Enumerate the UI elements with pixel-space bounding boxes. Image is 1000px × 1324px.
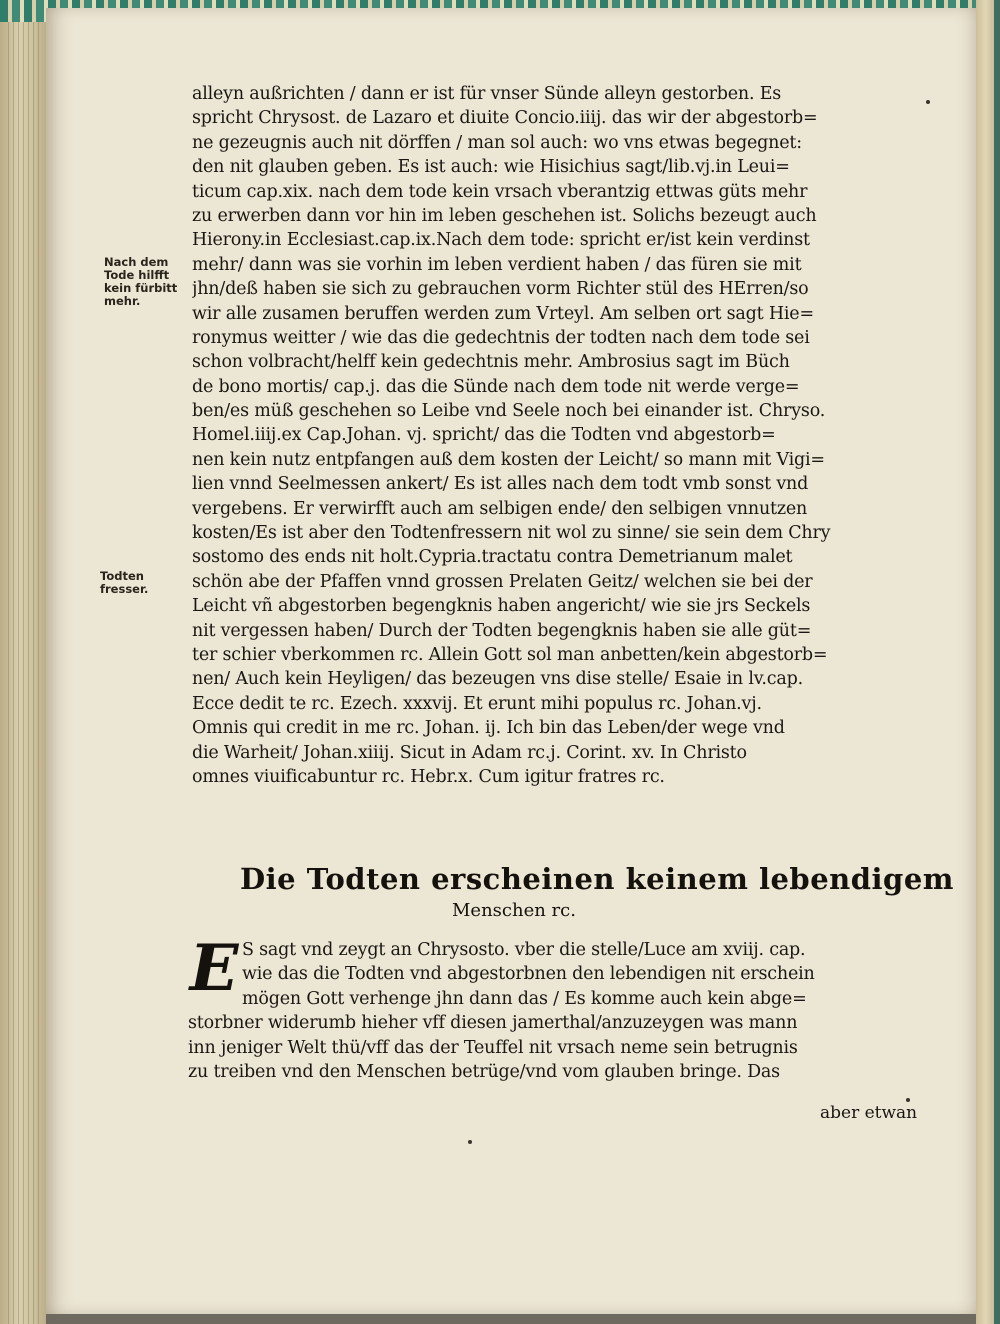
text-line: Hierony.in Ecclesiast.cap.ix.Nach dem tode: spricht er/ist kein verdinst xyxy=(192,230,810,251)
marginal-note-line: Tode hilfft xyxy=(104,268,170,282)
text-line: ronymus weitter / wie das die gedechtnis der todten nach dem tode sei xyxy=(192,327,810,348)
text-line: jhn/deß haben sie sich zu gebrauchen vorm Richter stül des HErren/so xyxy=(192,279,809,300)
text-line: alleyn außrichten / dann er ist für vnser Sünde alleyn gestorben. Es xyxy=(192,84,782,104)
text-line: Omnis qui credit in me rc. Johan. ij. Ich bin das Leben/der wege vnd xyxy=(192,718,785,739)
text-line: nen kein nutz entpfangen auß dem kosten der Leicht/ so mann mit Vigi= xyxy=(192,449,825,470)
marginal-note-line: Nach dem xyxy=(104,255,169,269)
text-line: ticum cap.xix. nach dem tode kein vrsach vberantzig ettwas güts mehr xyxy=(192,181,808,202)
text-line: mehr/ dann was sie vorhin im leben verdient haben / das füren sie mit xyxy=(192,254,802,275)
text-line: vergebens. Er verwirfft auch am selbigen ende/ den selbigen vnnutzen xyxy=(192,498,808,519)
section-subheading: Menschen rc. xyxy=(452,900,576,921)
text-line: schon volbracht/helff kein gedechtnis mehr. Ambrosius sagt im Büch xyxy=(192,352,790,373)
catchword: aber etwan xyxy=(820,1103,918,1123)
drop-cap-initial: E xyxy=(189,931,239,1006)
text-line: wir alle zusamen beruffen werden zum Vrteyl. Am selben ort sagt Hie= xyxy=(192,303,814,324)
text-line: wie das die Todten vnd abgestorbnen den lebendigen nit erschein xyxy=(242,964,815,985)
marginal-note-line: kein fürbitt xyxy=(104,281,178,295)
marginal-note-line: fresser. xyxy=(100,582,149,596)
ink-speck xyxy=(926,100,930,104)
text-line: ben/es müß geschehen so Leibe vnd Seele noch bei einander ist. Chryso. xyxy=(192,401,826,422)
section-paragraph xyxy=(188,931,888,1084)
text-line: die Warheit/ Johan.xiiij. Sicut in Adam rc.j. Corint. xv. In Christo xyxy=(192,742,747,763)
text-line: lien vnnd Seelmessen ankert/ Es ist alles nach dem todt vmb sonst vnd xyxy=(192,474,809,495)
text-line: Leicht vñ abgestorben begengknis haben angericht/ wie sie jrs Seckels xyxy=(192,596,811,617)
text-line: den nit glauben geben. Es ist auch: wie Hisichius sagt/lib.vj.in Leui= xyxy=(192,157,790,178)
text-line: ter schier vberkommen rc. Allein Gott sol man anbetten/kein abgestorb= xyxy=(192,644,828,665)
text-line: zu treiben vnd den Menschen betrüge/vnd vom glauben bringe. Das xyxy=(188,1061,780,1082)
text-line: de bono mortis/ cap.j. das die Sünde nach dem tode nit werde verge= xyxy=(192,376,800,397)
ink-speck xyxy=(468,1140,472,1144)
marginal-note-line: mehr. xyxy=(104,294,141,308)
text-line: Ecce dedit te rc. Ezech. xxxvij. Et erunt mihi populus rc. Johan.vj. xyxy=(192,693,762,714)
text-line: storbner widerumb hieher vff diesen jamerthal/anzuzeygen was mann xyxy=(188,1013,798,1034)
text-line: nen/ Auch kein Heyligen/ das bezeugen vns dise stelle/ Esaie in lv.cap. xyxy=(192,669,803,690)
text-line: inn jeniger Welt thü/vff das der Teuffel nit vrsach neme sein betrugnis xyxy=(188,1037,798,1058)
text-line: Homel.iiij.ex Cap.Johan. vj. spricht/ das die Todten vnd abgestorb= xyxy=(192,425,776,446)
marginal-note-2 xyxy=(100,570,180,596)
section-heading: Die Todten erscheinen keinem lebendigem xyxy=(240,862,954,896)
text-line: sostomo des ends nit holt.Cypria.tractatu contra Demetrianum malet xyxy=(192,547,793,568)
text-line: S sagt vnd zeygt an Chrysosto. vber die stelle/Luce am xviij. cap. xyxy=(242,940,806,960)
marginal-note-line: Todten xyxy=(100,569,144,583)
marginal-note-1 xyxy=(104,256,184,308)
text-line: zu erwerben dann vor hin im leben geschehen ist. Solichs bezeugt auch xyxy=(192,205,817,226)
text-line: mögen Gott verhenge jhn dann das / Es komme auch kein abge= xyxy=(242,988,807,1009)
ink-speck xyxy=(906,1098,910,1102)
text-line: omnes viuificabuntur rc. Hebr.x. Cum igitur fratres rc. xyxy=(192,766,665,787)
book-right-edge xyxy=(976,0,1000,1324)
text-line: ne gezeugnis auch nit dörffen / man sol auch: wo vns etwas begegnet: xyxy=(192,132,802,153)
text-line: kosten/Es ist aber den Todtenfressern nit wol zu sinne/ sie sein dem Chry xyxy=(192,523,831,544)
text-line: schön abe der Pfaffen vnnd grossen Prelaten Geitz/ welchen sie bei der xyxy=(192,571,813,592)
text-line: spricht Chrysost. de Lazaro et diuite Concio.iiij. das wir der abgestorb= xyxy=(192,108,818,129)
main-text-block xyxy=(192,82,892,789)
text-line: nit vergessen haben/ Durch der Todten begengknis haben sie alle güt= xyxy=(192,620,812,641)
book-spine xyxy=(0,0,46,1324)
